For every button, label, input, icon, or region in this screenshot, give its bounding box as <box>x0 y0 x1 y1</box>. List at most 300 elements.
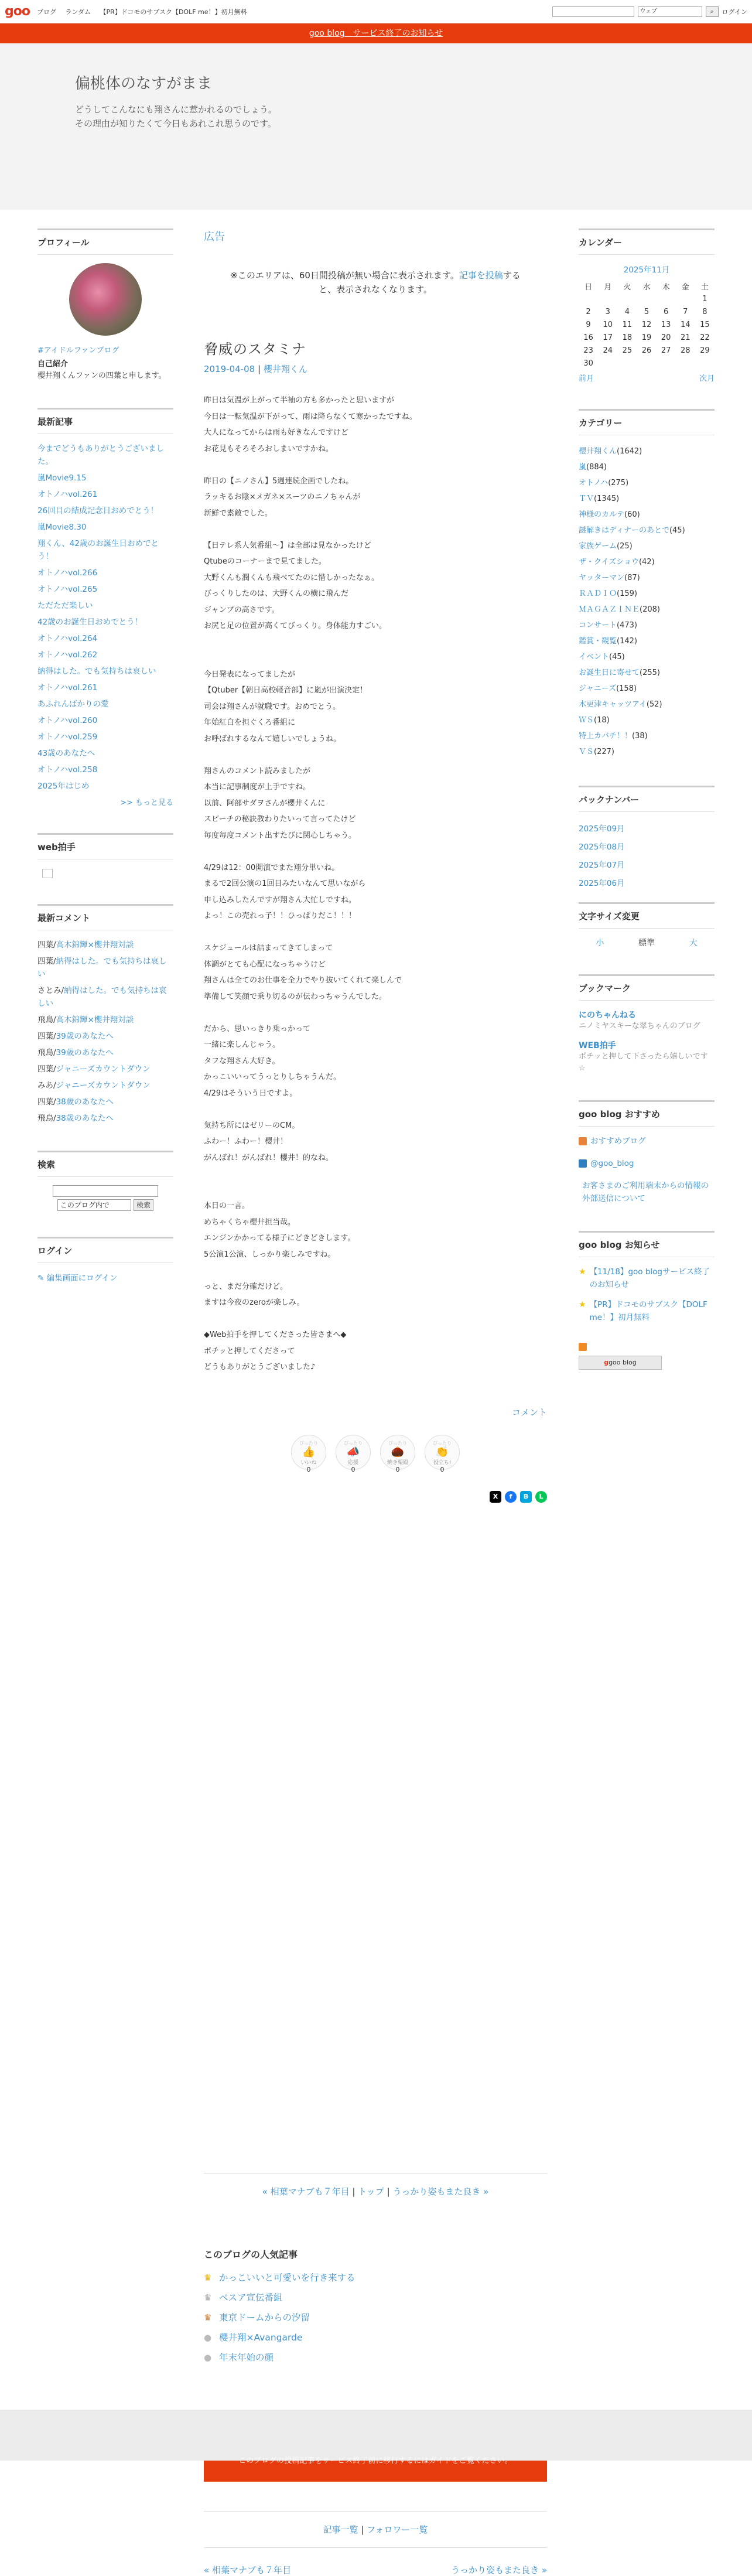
calendar-day: 28 <box>681 346 691 355</box>
top-links <box>37 7 254 16</box>
calendar-weekday: 水 <box>642 282 651 292</box>
category-link[interactable] <box>579 523 715 538</box>
body-spacer <box>204 924 547 941</box>
category-name: ジャニーズ <box>579 684 617 693</box>
calendar-heading: カレンダー <box>579 228 715 255</box>
recent-post-link[interactable]: オトノハvol.261 <box>37 490 98 499</box>
reaction-button[interactable] <box>291 1435 326 1473</box>
blog-search-input[interactable] <box>53 1185 158 1197</box>
body-line: スケジュールは詰まってきてしまって <box>204 944 333 953</box>
more-link[interactable]: >> もっと見る <box>120 799 173 807</box>
popular-heading: このブログの人気記事 <box>204 2249 298 2260</box>
body-line: 大野くんも潤くんも飛べてたのに惜しかったなぁ。 <box>204 573 380 582</box>
bookmark-desc: ニノミヤスキーな翠ちゃんのブログ <box>579 1022 700 1031</box>
login-heading: ログイン <box>37 1237 173 1263</box>
cheer-icon: 📣 <box>346 1445 360 1458</box>
external-info-link[interactable]: お客さまのご利用端末からの情報の外部送信について <box>582 1181 709 1203</box>
body-spacer <box>204 1005 547 1021</box>
category-count: (18) <box>594 716 610 725</box>
calendar-day <box>579 292 598 305</box>
category-link[interactable] <box>579 570 715 586</box>
comment-post-link[interactable]: 38歳のあなたへ <box>56 1114 114 1123</box>
popular-post-link[interactable] <box>204 2351 547 2364</box>
calendar-weekday: 木 <box>662 282 670 292</box>
body-spacer <box>204 457 547 473</box>
body-spacer <box>204 1311 547 1328</box>
category-list <box>579 443 715 760</box>
category-link[interactable] <box>579 475 715 491</box>
comment-post-link[interactable]: 納得はした。でも気持ちは哀しい <box>37 957 167 979</box>
category-name: 鑑賞・観覧 <box>579 637 617 646</box>
calendar-table <box>579 279 715 370</box>
bottom-next-link[interactable]: うっかり姿もまた良き » <box>451 2565 547 2575</box>
bottom-separator: | <box>361 2524 367 2535</box>
body-line: 以前、阿部サダヲさんが櫻井くんに <box>204 799 326 808</box>
calendar-day: 24 <box>603 346 613 355</box>
ad-notice-text-end: すると、表示されなくなります。 <box>319 270 521 295</box>
calendar-day: 6 <box>663 307 669 316</box>
web-clap-heading: web拍手 <box>37 833 173 859</box>
reaction-count: 0 <box>395 1465 400 1473</box>
recommend-blog-label: おすすめブログ <box>590 1137 646 1146</box>
fontsize-heading: 文字サイズ変更 <box>579 902 715 929</box>
body-line: 司会は翔さんが就職です。おめでとう。 <box>204 702 340 711</box>
backnumber-link[interactable]: 2025年09月 <box>579 824 625 834</box>
content-wrap <box>0 210 752 2575</box>
backnumber-heading: バックナンバー <box>579 786 715 812</box>
clap-icon: 👏 <box>435 1445 449 1458</box>
category-link[interactable] <box>579 633 715 649</box>
post-title[interactable]: 脅威のスタミナ <box>204 341 306 357</box>
recent-post-link[interactable]: オトノハvol.264 <box>37 634 98 643</box>
footer-band <box>0 2410 752 2461</box>
star-icon: ★ <box>579 1300 586 1309</box>
category-name: ザ・クイズショウ <box>579 558 639 567</box>
top-link-random[interactable]: ランダム <box>65 8 91 16</box>
body-line: ラッキるお陰×メガネ×スーツのニノちゃんが <box>204 493 361 501</box>
blog-header <box>0 43 752 210</box>
body-line: 翔さんのコメント読みましたが <box>204 766 311 776</box>
category-count: (275) <box>608 479 629 487</box>
bottom-links <box>204 2511 547 2548</box>
category-link[interactable] <box>579 443 715 459</box>
category-link[interactable] <box>579 665 715 681</box>
news-item-label: 【PR】ドコモのサブスク【DOLF me！】初月無料 <box>589 1300 707 1322</box>
calendar-day <box>617 292 637 305</box>
calendar-day: 2 <box>586 307 591 316</box>
announce-bar <box>0 23 752 43</box>
reaction-count: 0 <box>351 1465 356 1473</box>
calendar-week <box>579 331 715 344</box>
category-name: イベント <box>579 653 610 661</box>
prev-month-link[interactable]: 前月 <box>579 374 594 383</box>
blog-icon <box>579 1137 587 1145</box>
category-count: (45) <box>609 653 625 661</box>
body-line: 準備して笑顔で乗り切るのが伝わっちゃうんでした。 <box>204 992 387 1001</box>
backnumber-list[interactable] <box>579 820 715 888</box>
fan-blog-link[interactable]: #アイドルファンブログ <box>37 346 119 355</box>
body-line: 毎度毎度コメント出すたびに関心しちゃう。 <box>204 831 357 840</box>
recent-post-link[interactable]: ただただ楽しい <box>37 601 93 610</box>
body-line: 新鮮で素敵でした。 <box>204 509 273 518</box>
calendar-day: 16 <box>583 333 593 342</box>
calendar-weekday-row <box>579 279 715 292</box>
category-link[interactable] <box>579 744 715 760</box>
news-item[interactable] <box>579 1265 715 1291</box>
recent-post-link[interactable]: 43歳のあなたへ <box>37 749 95 758</box>
category-count: (227) <box>594 748 614 756</box>
category-name: 特上カバチ！！ <box>579 732 633 741</box>
comment-item <box>37 1112 173 1125</box>
popular-post-link[interactable] <box>204 2291 547 2304</box>
calendar-day: 26 <box>641 346 652 355</box>
category-name: 神様のカルテ <box>579 510 625 519</box>
popular-post-title: 櫻井翔×Avangarde <box>219 2332 303 2343</box>
calendar-day: 4 <box>624 307 630 316</box>
body-line: 4/29は12：00開演でまた翔分単いね。 <box>204 863 340 872</box>
ad-notice <box>204 268 547 296</box>
fontsize-large[interactable]: 大 <box>689 939 698 948</box>
recent-post-link[interactable]: 2025年はじめ <box>37 782 90 791</box>
category-count: (158) <box>616 684 637 693</box>
calendar-day: 12 <box>641 320 652 329</box>
recent-post-link[interactable]: 納得はした。でも気持ちは哀しい <box>37 667 156 676</box>
category-count: (1345) <box>594 494 620 503</box>
body-spacer <box>204 650 547 667</box>
body-line: ジャンプの高さです。 <box>204 605 279 615</box>
blog-search-scope[interactable]: このブログ内で <box>57 1199 131 1211</box>
search-heading: 検索 <box>37 1151 173 1177</box>
calendar-day: 9 <box>586 320 591 329</box>
comment-post-link[interactable]: ジャニーズカウントダウン <box>56 1064 151 1074</box>
body-line: 大人になってからは雨も好きなんですけど <box>204 428 349 437</box>
crown-icon: ♛ <box>204 2273 212 2283</box>
popular-posts <box>204 2247 547 2371</box>
category-link[interactable] <box>579 538 715 554</box>
body-line: めちゃくちゃ櫻井担当哉。 <box>204 1217 296 1227</box>
footer-strip-text: このブログの投稿記事をサービス終了前に移行するにはガイドをご覧ください。 <box>238 2456 512 2465</box>
category-name: オトノハ <box>579 479 609 487</box>
category-name: 木更津キャッツアイ <box>579 700 647 709</box>
calendar-month: 2025年11月 <box>623 265 670 275</box>
fontsize-standard[interactable]: 標準 <box>638 939 655 948</box>
body-line: タフな翔さん大好き。 <box>204 1056 280 1066</box>
bookmark-heading: ブックマーク <box>579 974 715 1001</box>
category-count: (60) <box>624 510 640 519</box>
category-count: (884) <box>586 463 607 472</box>
body-spacer <box>204 844 547 860</box>
calendar-day: 7 <box>683 307 688 316</box>
category-link[interactable] <box>579 586 715 602</box>
calendar-day: 25 <box>622 346 633 355</box>
x-icon <box>579 1159 587 1168</box>
comment-link[interactable]: コメント <box>511 1407 547 1418</box>
right-sidebar <box>579 228 715 1396</box>
calendar-day: 3 <box>605 307 610 316</box>
recent-posts-section <box>37 408 173 807</box>
nav-prev-link[interactable]: « 相葉マナブも７年目 <box>262 2186 350 2197</box>
top-search-input[interactable] <box>552 6 634 17</box>
category-link[interactable] <box>579 649 715 665</box>
category-section <box>579 409 715 760</box>
body-line: ますは今夜のzeroが楽しみ。 <box>204 1298 305 1307</box>
edit-login-link[interactable] <box>37 1274 117 1283</box>
reaction-buttons <box>204 1435 547 1473</box>
category-name: 嵐 <box>579 463 587 472</box>
category-name: 謎解きはディナーのあとで <box>579 526 669 535</box>
calendar-weekday: 日 <box>584 282 593 292</box>
calendar-day: 14 <box>681 320 691 329</box>
comment-item <box>37 939 173 951</box>
latest-comments-section <box>37 904 173 1125</box>
calendar-day: 30 <box>583 359 593 368</box>
fontsize-section <box>579 902 715 948</box>
calendar-day: 11 <box>622 320 633 329</box>
recent-post-link[interactable]: 今までどうもありがとうございました。 <box>37 444 164 466</box>
backnumber-link[interactable]: 2025年07月 <box>579 861 625 870</box>
calendar-day <box>637 357 656 370</box>
calendar-day <box>637 292 656 305</box>
category-count: (255) <box>640 668 660 677</box>
category-link[interactable] <box>579 491 715 507</box>
body-line: お尻と足の位置が高くてびっくり。身体能力すごい。 <box>204 622 387 630</box>
avatar <box>69 263 142 336</box>
bookmark-link[interactable]: にのちゃんねる <box>579 1011 636 1020</box>
body-line: がんばれ！がんばれ！櫻井！的なね。 <box>204 1153 334 1162</box>
recent-post-link[interactable]: 嵐Movie9.15 <box>37 473 87 483</box>
comment-post-link[interactable]: 38歳のあなたへ <box>56 1097 114 1107</box>
category-count: (87) <box>624 574 640 582</box>
recent-post-link[interactable]: オトノハvol.266 <box>37 568 98 578</box>
category-link[interactable] <box>579 507 715 523</box>
calendar-day: 15 <box>700 320 710 329</box>
footer-red-strip[interactable] <box>204 2456 547 2482</box>
comment-item <box>37 1096 173 1108</box>
news-item-label: 【11/18】goo blogサービス終了のお知らせ <box>589 1267 710 1289</box>
body-line: 翔さんは全てのお仕事を全力でやり抜いてくれて楽しんで <box>204 976 402 985</box>
rss-icon[interactable] <box>579 1343 587 1351</box>
blog-description: どうしてこんなにも翔さんに惹かれるのでしょう。 その理由が知りたくて今日もあれこれ思うのです。 <box>75 104 278 129</box>
comment-item <box>37 1030 173 1043</box>
top-link-blog[interactable]: ブログ <box>36 8 56 16</box>
comment-author: 四葉/ <box>37 1064 56 1074</box>
recent-post-link[interactable]: 嵐Movie8.30 <box>37 523 87 532</box>
backnumber-link[interactable]: 2025年06月 <box>579 879 625 888</box>
calendar-week <box>579 357 715 370</box>
calendar-day <box>695 357 715 370</box>
body-line: 申し込みしたんですが翔さん大忙しですね。 <box>204 895 357 905</box>
calendar-day: 19 <box>641 333 652 342</box>
nav-top-link[interactable]: トップ <box>358 2186 384 2197</box>
backnumber-section <box>579 786 715 888</box>
category-count: (142) <box>617 637 637 646</box>
recent-post-link[interactable]: オトノハvol.261 <box>37 683 98 692</box>
body-line: エンジンかかってる様子にどきどきします。 <box>204 1234 356 1243</box>
goo-logo[interactable]: goo <box>5 4 30 19</box>
calendar-day <box>657 292 676 305</box>
bottom-prev-next <box>204 2564 547 2576</box>
blog-title[interactable]: 偏桃体のなすがまま <box>75 75 213 93</box>
recommend-blog-link[interactable] <box>579 1135 715 1148</box>
category-count: (52) <box>646 700 662 709</box>
goo-blog-badge[interactable] <box>579 1356 662 1370</box>
comment-post-link[interactable]: 納得はした。でも気持ちは哀しい <box>37 986 167 1008</box>
popular-post-link[interactable] <box>204 2331 547 2344</box>
category-link[interactable] <box>579 681 715 697</box>
backnumber-link[interactable]: 2025年08月 <box>579 842 625 852</box>
profile-heading: プロフィール <box>37 228 173 255</box>
recent-post-link[interactable]: あふれんばかりの愛 <box>37 700 109 709</box>
profile-section <box>37 228 173 382</box>
post-meta <box>204 363 547 375</box>
category-link[interactable] <box>579 728 715 744</box>
chestnut-icon: 🌰 <box>391 1445 405 1458</box>
login-link[interactable]: ログイン <box>722 8 747 16</box>
comment-item <box>37 955 173 981</box>
body-line: ふわー！ふわー！櫻井！ <box>204 1137 288 1146</box>
category-name: コンサート <box>579 621 617 630</box>
top-search-area <box>552 6 747 17</box>
category-count: (1642) <box>617 447 642 456</box>
category-count: (42) <box>638 558 655 567</box>
calendar-week <box>579 292 715 305</box>
x-share-icon[interactable]: X <box>490 1491 501 1503</box>
recent-post-link[interactable]: 26回目の結成記念日おめでとう！ <box>37 506 159 516</box>
bookmark-link[interactable]: WEB拍手 <box>579 1041 616 1050</box>
comment-post-link[interactable]: 39歳のあなたへ <box>56 1032 114 1041</box>
category-count: (45) <box>669 526 685 535</box>
calendar-section <box>579 228 715 383</box>
top-search-select[interactable]: ウェブ <box>638 6 702 17</box>
calendar-day: 22 <box>700 333 710 342</box>
hatena-share-icon[interactable]: B <box>520 1491 532 1503</box>
blog-search-button[interactable]: 検索 <box>134 1199 153 1211</box>
article-list-link[interactable]: 記事一覧 <box>323 2524 358 2535</box>
calendar-day: 1 <box>702 294 707 303</box>
comment-author: みあ/ <box>37 1081 56 1090</box>
comment-item <box>37 984 173 1010</box>
category-link[interactable] <box>579 617 715 633</box>
recent-posts-heading: 最新記事 <box>37 408 173 434</box>
reaction-label: いいね <box>300 1459 317 1466</box>
recent-post-link[interactable]: オトノハvol.262 <box>37 650 98 660</box>
category-count: (208) <box>640 605 660 614</box>
thumb-icon: 👍 <box>302 1445 316 1458</box>
popular-post-link[interactable] <box>204 2271 547 2284</box>
comment-item <box>37 1079 173 1092</box>
ad-heading: 広告 <box>204 231 225 243</box>
body-line: お花見もそろそろおしまいですかね。 <box>204 444 334 453</box>
post-date[interactable]: 2019-04-08 <box>204 364 255 374</box>
popular-post-title: ベスア宣伝番組 <box>219 2292 283 2303</box>
news-heading: goo blog お知らせ <box>579 1231 715 1257</box>
search-icon[interactable]: ⌕ <box>706 6 719 17</box>
category-count: (38) <box>632 732 648 741</box>
line-share-icon[interactable]: L <box>535 1491 547 1503</box>
broken-image-icon[interactable] <box>42 869 53 878</box>
news-item[interactable] <box>579 1298 715 1324</box>
calendar-weekday: 金 <box>681 282 689 292</box>
comment-author: さとみ/ <box>37 986 64 995</box>
body-line: だから、思いっきり乗っかって <box>204 1024 311 1033</box>
intro-heading: 自己紹介 <box>37 360 69 369</box>
body-line: 【Qtuber【朝日高校軽音部】に嵐が出演決定！ <box>204 686 368 695</box>
comment-author: 四葉/ <box>37 940 56 950</box>
recent-post-link[interactable]: オトノハvol.265 <box>37 585 98 594</box>
recent-post-link[interactable]: 翔くん、42歳のお誕生日おめでとう！ <box>37 539 159 561</box>
next-month-link[interactable]: 次月 <box>699 374 715 383</box>
bookmark-list <box>579 1009 715 1074</box>
popular-post-link[interactable] <box>204 2311 547 2324</box>
nav-next-link[interactable]: うっかり姿もまた良き » <box>392 2186 489 2197</box>
comment-post-link[interactable]: 高木錦輝×櫻井翔対談 <box>56 940 134 950</box>
category-link[interactable] <box>579 602 715 617</box>
recent-post-link[interactable]: 42歳のお誕生日おめでとう！ <box>37 617 143 627</box>
comment-post-link[interactable]: 39歳のあなたへ <box>56 1048 114 1057</box>
news-list <box>579 1265 715 1324</box>
popular-post-title: 年末年始の顔 <box>219 2352 274 2363</box>
top-link-pr[interactable]: 【PR】ドコモのサブスク【DOLF me！】初月無料 <box>100 8 247 16</box>
recent-post-link[interactable]: オトノハvol.258 <box>37 765 98 774</box>
body-line: 年始紅白を担ぐくろ番組に <box>204 718 296 727</box>
post-category[interactable]: 櫻井翔くん <box>263 364 307 374</box>
bottom-prev-link[interactable]: « 相葉マナブも７年目 <box>204 2565 291 2575</box>
top-bar <box>0 0 752 23</box>
pencil-icon: ✎ <box>37 1274 47 1283</box>
body-line: 今日発表になってましたが <box>204 670 296 679</box>
category-link[interactable] <box>579 554 715 570</box>
calendar-nav <box>579 372 715 383</box>
comment-author: 飛鳥/ <box>37 1015 56 1025</box>
calendar-day <box>676 357 695 370</box>
comment-item <box>37 1063 173 1076</box>
calendar-day <box>598 357 617 370</box>
comment-post-link[interactable]: 高木錦輝×櫻井翔対談 <box>56 1015 134 1025</box>
body-line: 昨日は気温が上がって半袖の方も多かったと思いますが <box>204 396 395 405</box>
category-link[interactable] <box>579 459 715 475</box>
calendar-day <box>617 357 637 370</box>
comment-author: 四葉/ <box>37 1097 56 1107</box>
recommend-x-link[interactable] <box>579 1157 715 1170</box>
reaction-button[interactable] <box>380 1435 415 1473</box>
recent-post-link[interactable]: オトノハvol.259 <box>37 732 98 742</box>
star-icon: ★ <box>579 1267 586 1277</box>
comment-post-link[interactable]: ジャニーズカウントダウン <box>56 1081 151 1090</box>
body-line: びっくりしたのは、大野くんの横に飛んだ <box>204 589 349 598</box>
reaction-button[interactable] <box>336 1435 371 1473</box>
category-link[interactable] <box>579 697 715 712</box>
fontsize-small[interactable]: 小 <box>596 939 604 948</box>
category-link[interactable] <box>579 712 715 728</box>
body-line: 5公演1公演、しっかり楽しみですね。 <box>204 1250 336 1259</box>
body-spacer <box>204 634 547 651</box>
reaction-button[interactable] <box>425 1435 460 1473</box>
recent-post-link[interactable]: オトノハvol.260 <box>37 716 98 725</box>
category-name: ＲＡＤＩＯ <box>579 589 617 598</box>
facebook-share-icon[interactable]: f <box>505 1491 517 1503</box>
web-clap-section <box>37 833 173 878</box>
category-name: ＷＳ <box>579 716 594 725</box>
reaction-count: 0 <box>440 1465 445 1473</box>
follower-list-link[interactable]: フォロワー一覧 <box>367 2524 428 2535</box>
comment-item <box>37 1046 173 1059</box>
calendar-day <box>657 357 676 370</box>
post-article-link[interactable]: 記事を投稿 <box>459 270 503 281</box>
body-line: ポチッと押してくださって <box>204 1346 295 1356</box>
search-section <box>37 1151 173 1211</box>
announce-link[interactable]: goo blog サービス終了のお知らせ <box>309 29 443 38</box>
calendar-day: 29 <box>700 346 710 355</box>
